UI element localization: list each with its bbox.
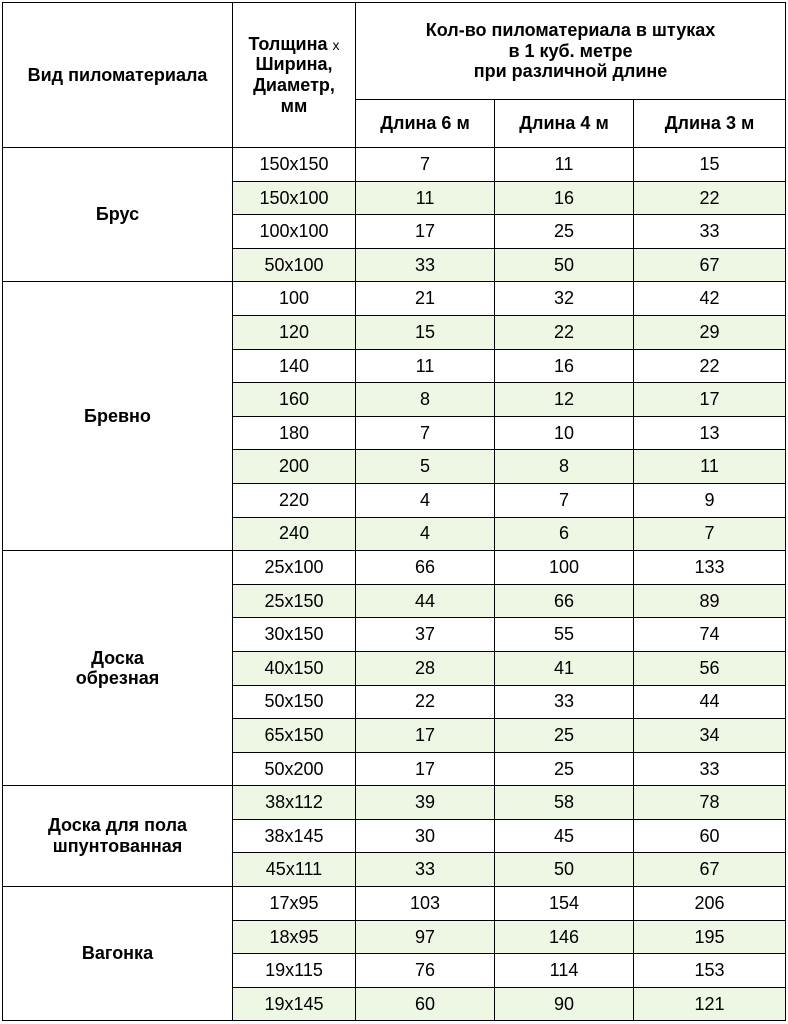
count-6m-cell: 15 — [356, 315, 495, 349]
count-3m-cell: 195 — [634, 920, 786, 954]
size-cell: 19х145 — [233, 987, 356, 1021]
count-6m-cell: 7 — [356, 148, 495, 182]
header-length-4m: Длина 4 м — [495, 100, 634, 148]
count-6m-cell: 60 — [356, 987, 495, 1021]
lumber-type-name: Брус — [95, 204, 140, 225]
count-6m-cell: 44 — [356, 584, 495, 618]
count-4m-cell: 66 — [495, 584, 634, 618]
header-count-line3: при различной длине — [473, 61, 668, 82]
header-size-line4: мм — [280, 95, 308, 116]
count-3m-cell: 22 — [634, 181, 786, 215]
count-6m-cell: 33 — [356, 248, 495, 282]
count-6m-cell: 17 — [356, 719, 495, 753]
count-3m-cell: 67 — [634, 853, 786, 887]
count-4m-cell: 16 — [495, 349, 634, 383]
count-3m-cell: 74 — [634, 618, 786, 652]
size-cell: 150х100 — [233, 181, 356, 215]
count-4m-cell: 50 — [495, 248, 634, 282]
count-4m-cell: 154 — [495, 887, 634, 921]
count-6m-cell: 37 — [356, 618, 495, 652]
lumber-volume-table — [2, 2, 786, 1021]
count-6m-cell: 28 — [356, 651, 495, 685]
count-4m-cell: 6 — [495, 517, 634, 551]
header-length-6m: Длина 6 м — [356, 100, 495, 148]
count-4m-cell: 7 — [495, 483, 634, 517]
count-3m-cell: 206 — [634, 887, 786, 921]
header-lumber-type: Вид пиломатериала — [3, 3, 233, 148]
count-3m-cell: 15 — [634, 148, 786, 182]
count-3m-cell: 56 — [634, 651, 786, 685]
count-3m-cell: 44 — [634, 685, 786, 719]
count-6m-cell: 30 — [356, 819, 495, 853]
count-6m-cell: 66 — [356, 551, 495, 585]
count-3m-cell: 22 — [634, 349, 786, 383]
count-4m-cell: 100 — [495, 551, 634, 585]
count-3m-cell: 29 — [634, 315, 786, 349]
count-4m-cell: 12 — [495, 383, 634, 417]
count-3m-cell: 17 — [634, 383, 786, 417]
size-cell: 100х100 — [233, 215, 356, 249]
count-3m-cell: 78 — [634, 786, 786, 820]
size-cell: 40х150 — [233, 651, 356, 685]
count-3m-cell: 89 — [634, 584, 786, 618]
count-3m-cell: 121 — [634, 987, 786, 1021]
count-4m-cell: 11 — [495, 148, 634, 182]
lumber-type-name: Доска — [91, 647, 144, 668]
count-3m-cell: 7 — [634, 517, 786, 551]
header-size-x: х — [332, 36, 340, 53]
size-cell: 200 — [233, 450, 356, 484]
table-row — [3, 282, 786, 316]
count-6m-cell: 33 — [356, 853, 495, 887]
count-3m-cell: 67 — [634, 248, 786, 282]
size-cell: 19х115 — [233, 954, 356, 988]
size-cell: 17х95 — [233, 887, 356, 921]
count-4m-cell: 33 — [495, 685, 634, 719]
count-6m-cell: 103 — [356, 887, 495, 921]
size-cell: 180 — [233, 416, 356, 450]
size-cell: 140 — [233, 349, 356, 383]
lumber-type-cell — [3, 786, 233, 887]
size-cell: 25х150 — [233, 584, 356, 618]
count-4m-cell: 114 — [495, 954, 634, 988]
count-4m-cell: 50 — [495, 853, 634, 887]
count-4m-cell: 58 — [495, 786, 634, 820]
size-cell: 220 — [233, 483, 356, 517]
count-4m-cell: 32 — [495, 282, 634, 316]
count-4m-cell: 25 — [495, 719, 634, 753]
lumber-type-cell — [3, 282, 233, 551]
count-4m-cell: 8 — [495, 450, 634, 484]
count-3m-cell: 33 — [634, 215, 786, 249]
count-3m-cell: 42 — [634, 282, 786, 316]
count-6m-cell: 21 — [356, 282, 495, 316]
size-cell: 50х150 — [233, 685, 356, 719]
size-cell: 30х150 — [233, 618, 356, 652]
table-row — [3, 148, 786, 182]
size-cell: 18х95 — [233, 920, 356, 954]
count-6m-cell: 22 — [356, 685, 495, 719]
lumber-type-name: Бревно — [84, 405, 151, 426]
count-4m-cell: 146 — [495, 920, 634, 954]
lumber-type-name: Доска для пола — [47, 815, 188, 836]
count-3m-cell: 33 — [634, 752, 786, 786]
header-count-line2: в 1 куб. метре — [508, 40, 633, 61]
count-3m-cell: 133 — [634, 551, 786, 585]
table-row — [3, 887, 786, 921]
lumber-type-name: обрезная — [75, 668, 160, 689]
count-6m-cell: 39 — [356, 786, 495, 820]
lumber-type-name: Вагонка — [81, 943, 154, 964]
size-cell: 240 — [233, 517, 356, 551]
count-6m-cell: 11 — [356, 349, 495, 383]
count-6m-cell: 17 — [356, 215, 495, 249]
size-cell: 25х100 — [233, 551, 356, 585]
count-6m-cell: 5 — [356, 450, 495, 484]
lumber-type-cell — [3, 551, 233, 786]
size-cell: 50х200 — [233, 752, 356, 786]
header-count-line1: Кол-во пиломатериала в штуках — [425, 19, 716, 40]
count-6m-cell: 97 — [356, 920, 495, 954]
count-4m-cell: 45 — [495, 819, 634, 853]
size-cell: 150х150 — [233, 148, 356, 182]
count-6m-cell: 8 — [356, 383, 495, 417]
size-cell: 50х100 — [233, 248, 356, 282]
count-4m-cell: 25 — [495, 752, 634, 786]
count-4m-cell: 25 — [495, 215, 634, 249]
header-size-line3: Диаметр, — [253, 75, 335, 95]
size-cell: 38х145 — [233, 819, 356, 853]
header-size-line2: Ширина, — [255, 54, 333, 75]
count-6m-cell: 4 — [356, 517, 495, 551]
count-6m-cell: 4 — [356, 483, 495, 517]
size-cell: 160 — [233, 383, 356, 417]
table-body — [3, 148, 786, 1021]
count-3m-cell: 153 — [634, 954, 786, 988]
size-cell: 38х112 — [233, 786, 356, 820]
header-count — [356, 3, 786, 100]
table-row — [3, 551, 786, 585]
size-cell: 65х150 — [233, 719, 356, 753]
count-3m-cell: 60 — [634, 819, 786, 853]
count-4m-cell: 41 — [495, 651, 634, 685]
count-3m-cell: 34 — [634, 719, 786, 753]
count-6m-cell: 17 — [356, 752, 495, 786]
count-6m-cell: 76 — [356, 954, 495, 988]
header-size — [233, 3, 356, 148]
lumber-type-cell — [3, 887, 233, 1021]
header-length-3m: Длина 3 м — [634, 100, 786, 148]
count-4m-cell: 22 — [495, 315, 634, 349]
count-3m-cell: 13 — [634, 416, 786, 450]
count-4m-cell: 16 — [495, 181, 634, 215]
table-row — [3, 786, 786, 820]
size-cell: 45х111 — [233, 853, 356, 887]
count-3m-cell: 11 — [634, 450, 786, 484]
lumber-type-cell — [3, 148, 233, 282]
size-cell: 120 — [233, 315, 356, 349]
count-4m-cell: 55 — [495, 618, 634, 652]
lumber-type-name: шпунтованная — [52, 836, 183, 857]
count-3m-cell: 9 — [634, 483, 786, 517]
count-6m-cell: 7 — [356, 416, 495, 450]
count-4m-cell: 90 — [495, 987, 634, 1021]
size-cell: 100 — [233, 282, 356, 316]
count-6m-cell: 11 — [356, 181, 495, 215]
header-size-line1: Толщина — [248, 33, 328, 54]
count-4m-cell: 10 — [495, 416, 634, 450]
